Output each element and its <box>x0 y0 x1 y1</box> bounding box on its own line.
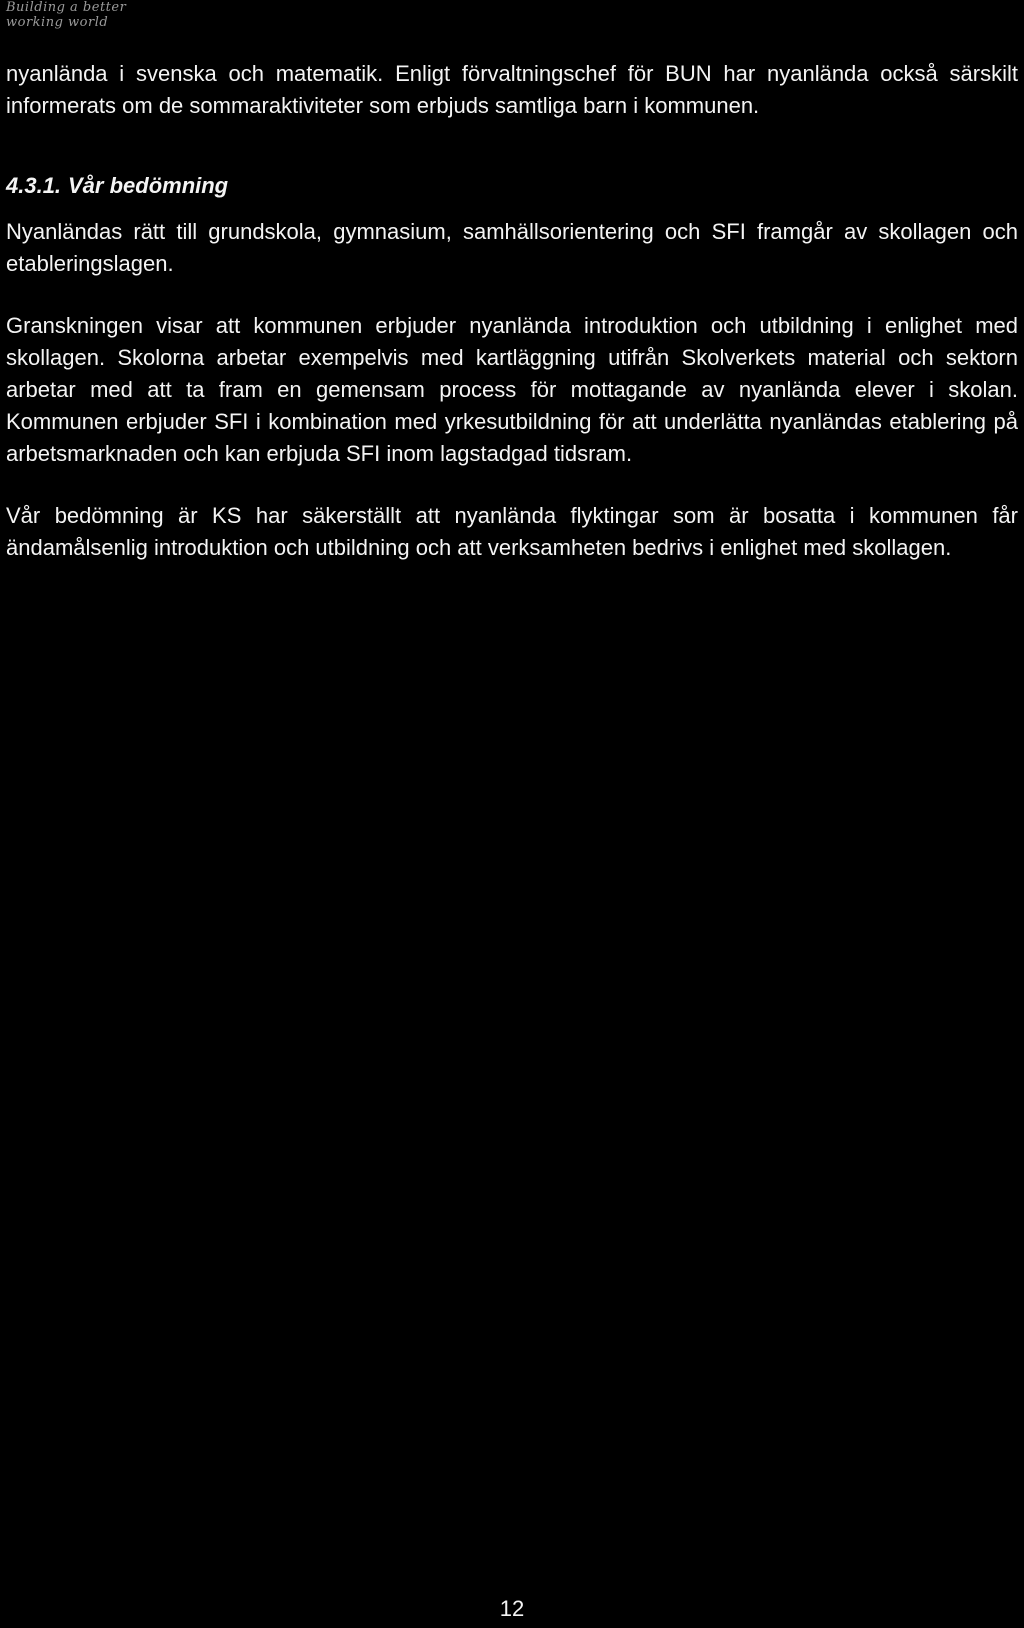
paragraph-assessment: Vår bedömning är KS har säkerställt att nyanlända flyktingar som är bosatta i kommunen får ändamålsenlig introduktion och utbildning och att verksamheten bedrivs i enlighet med skollagen. <box>6 503 1018 560</box>
logo-line-1: Building a better <box>6 0 127 15</box>
intro-paragraph: nyanlända i svenska och matematik. Enligt förvaltningschef för BUN har nyanlända också särskilt informerats om de sommaraktiviteter som erbjuds samtliga barn i kommunen. <box>6 61 1018 118</box>
page-number: 12 <box>499 1596 525 1621</box>
company-logo <box>6 0 166 30</box>
section-number: 4.3.1. <box>6 173 62 198</box>
section-title: Vår bedömning <box>68 173 229 198</box>
section-heading <box>6 170 1018 202</box>
document-body <box>6 58 1018 564</box>
logo-line-2: working world <box>6 15 109 30</box>
paragraph-rights: Nyanländas rätt till grundskola, gymnasium, samhällsorientering och SFI framgår av skollagen och etableringslagen. <box>6 219 1018 276</box>
paragraph-review: Granskningen visar att kommunen erbjuder nyanlända introduktion och utbildning i enlighet med skollagen. Skolorna arbetar exempelvis med kartläggning utifrån Skolverkets material och sektorn arbetar med att ta fram en gemensam process för mottagande av nyanlända elever i skolan. Kommunen erbjuder SFI i kombination med yrkesutbildning för att underlätta nyanländas etablering på arbetsmarknaden och kan erbjuda SFI inom lagstadgad tidsram. <box>6 313 1018 466</box>
